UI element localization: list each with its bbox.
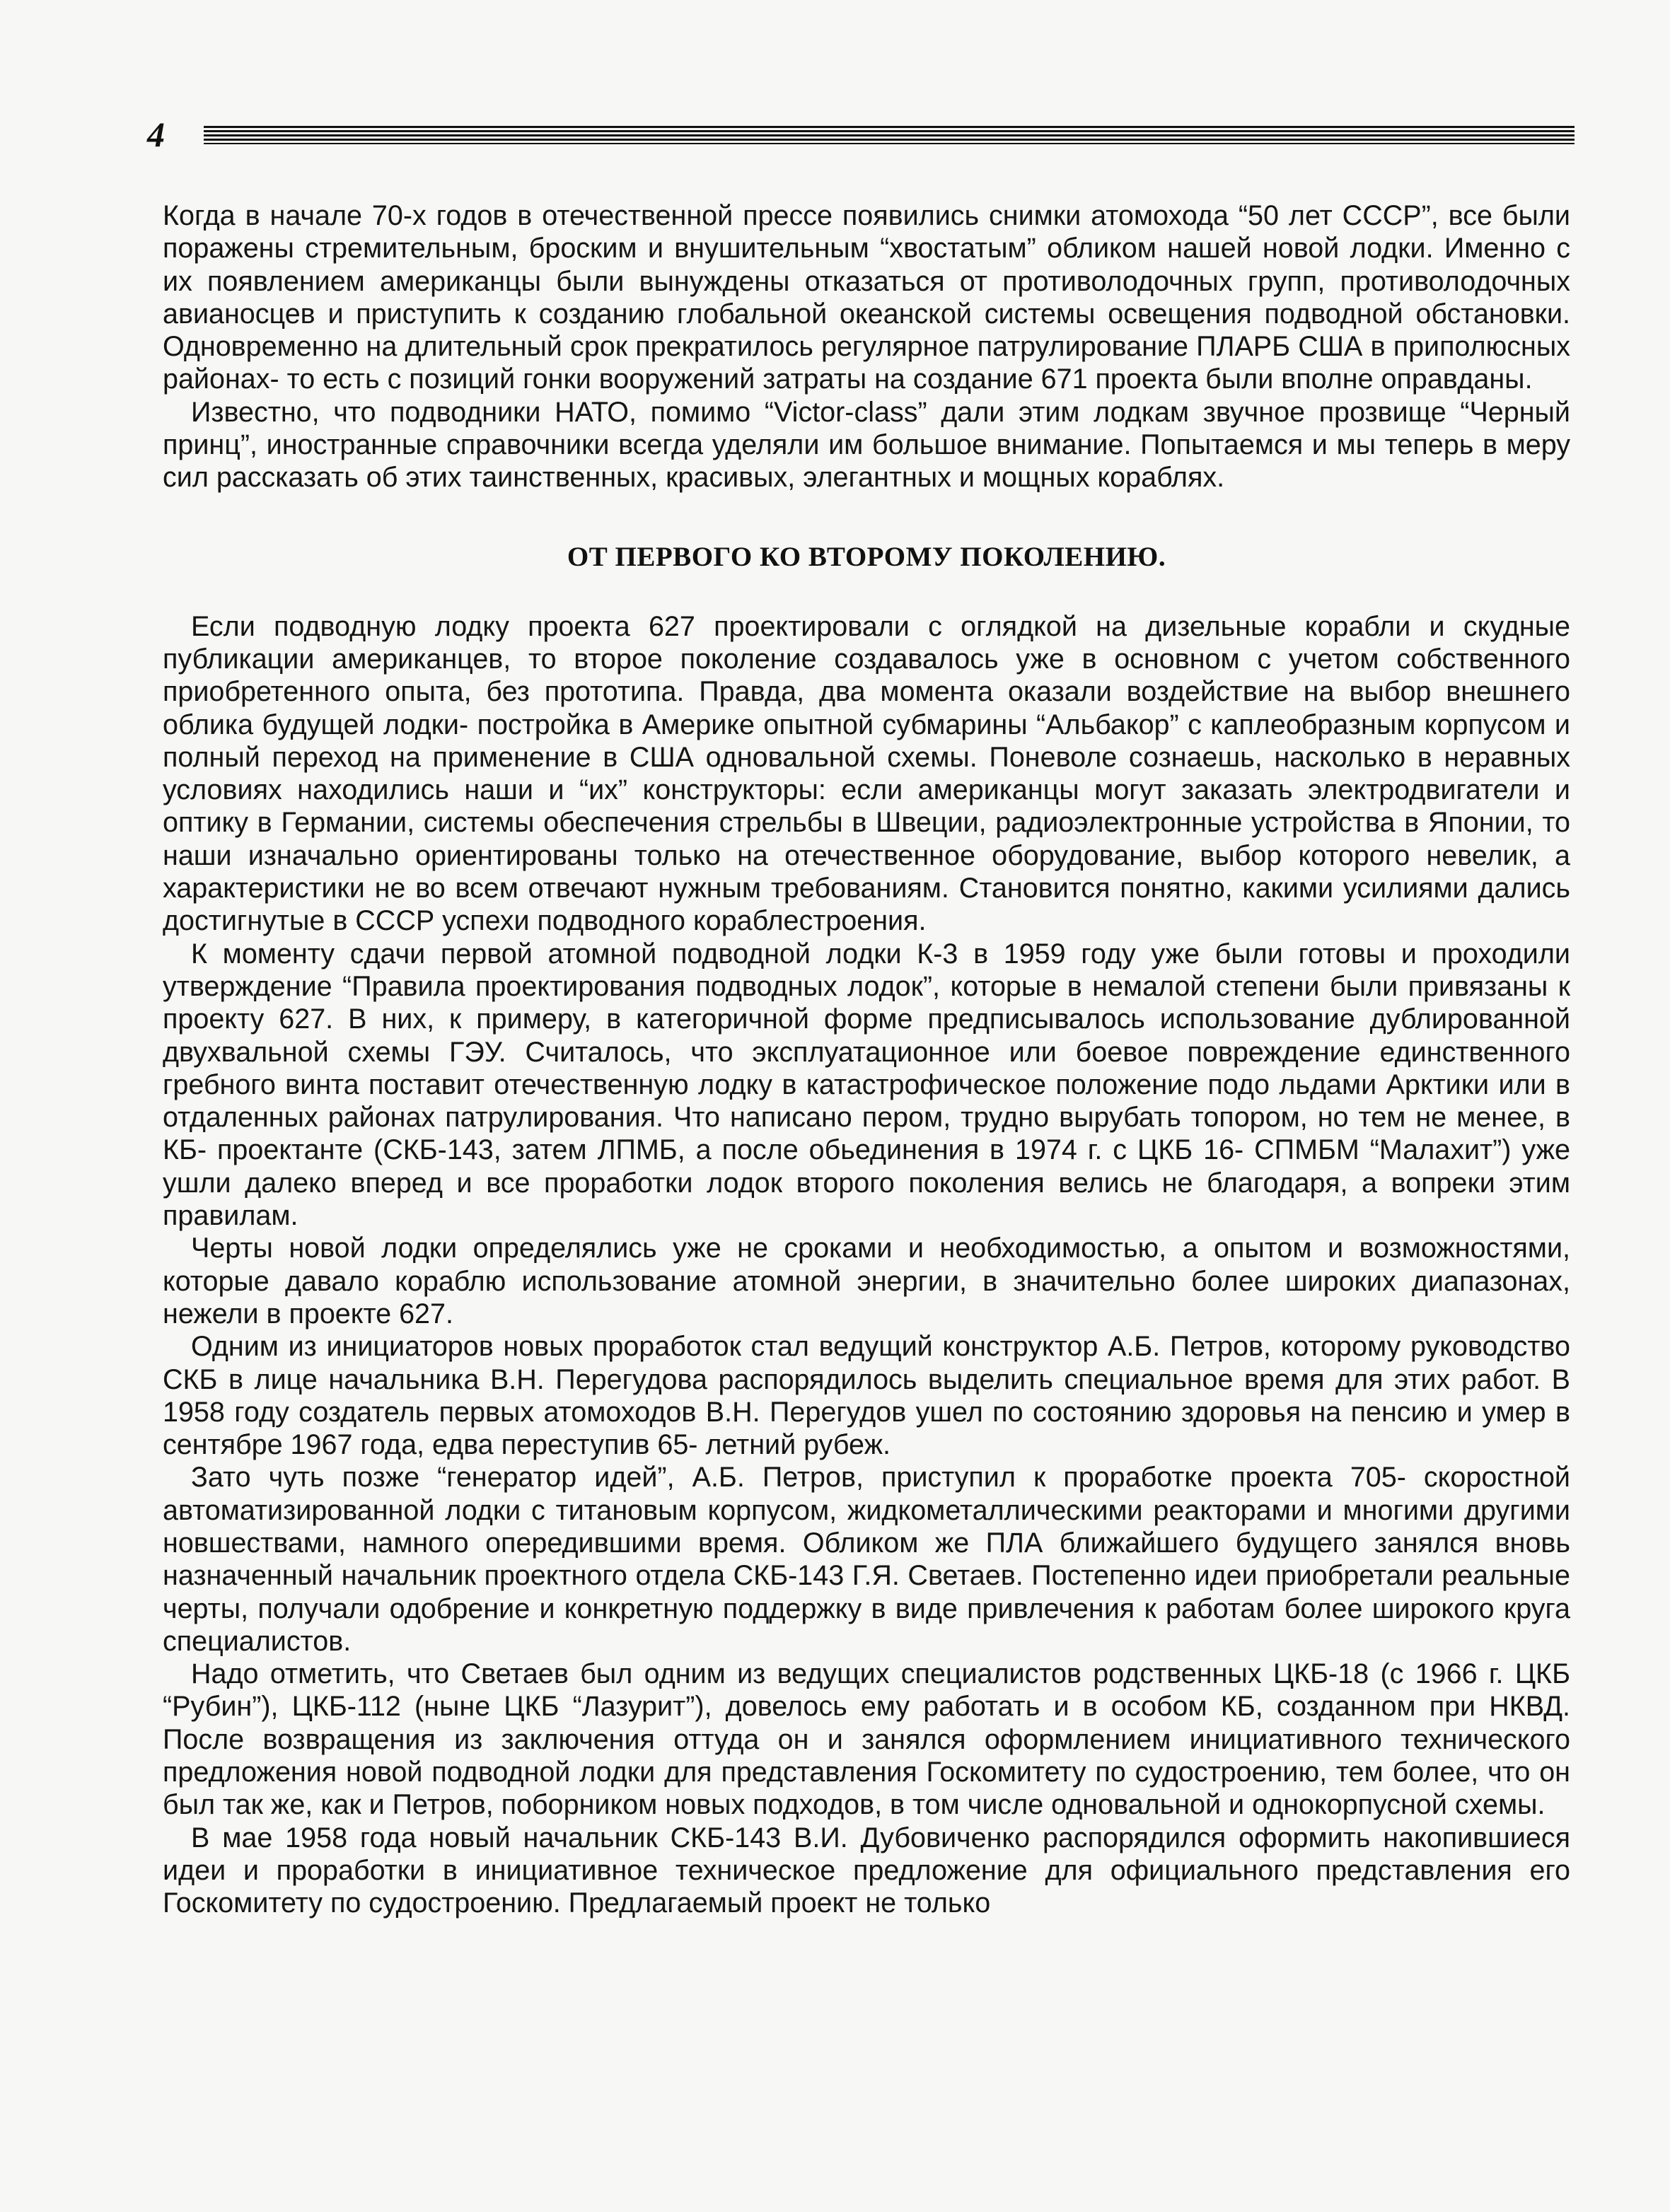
page-header [134, 113, 1575, 156]
intro-paragraph: Известно, что подводники НАТО, помимо “Victor-class” дали этим лодкам звучное прозвище “Черный принц”, иностранные справочники всегда уделяли им большое внимание. Попытаемся и мы теперь в меру сил рассказать об этих таинственных, красивых, элегантных и мощных кораблях. [163, 396, 1570, 494]
page-number: 4 [147, 115, 165, 154]
body-paragraph: Зато чуть позже “генератор идей”, А.Б. Петров, приступил к проработке проекта 705- скоростной автоматизированной лодки с титановым корпусом, жидкометаллическими реакторами и многими другими новшествами, намного опередившими время. Обликом же ПЛА ближайшего будущего занялся вновь назначенный начальник проектного отдела СКБ-143 Г.Я. Светаев. Постепенно идеи приобретали реальные черты, получали одобрение и конкретную поддержку в виде привлечения к работам более широкого круга специалистов. [163, 1462, 1570, 1657]
body-paragraph: Черты новой лодки определялись уже не сроками и необходимостью, а опытом и возможностями, которые давало кораблю использование атомной энергии, в значительно более широких диапазонах, нежели в проекте 627. [163, 1233, 1570, 1329]
body-paragraph: В мае 1958 года новый начальник СКБ-143 В.И. Дубовиченко распорядился оформить накопившиеся идеи и проработки в инициативное техническое предложение для официального представления его Госкомитету по судостроению. Предлагаемый проект не только [163, 1822, 1570, 1919]
header-rule [204, 126, 1575, 144]
body-paragraph: Одним из инициаторов новых проработок стал ведущий конструктор А.Б. Петров, которому руководство СКБ в лице начальника В.Н. Перегудова распорядилось выделить специальное время для этих работ. В 1958 году создатель первых атомоходов В.Н. Перегудов ушел по состоянию здоровья на пенсию и умер в сентябре 1967 года, едва переступив 65- летний рубеж. [163, 1331, 1570, 1461]
section-title: ОТ ПЕРВОГО КО ВТОРОМУ ПОКОЛЕНИЮ. [567, 541, 1166, 572]
body-paragraph: Надо отметить, что Светаев был одним из ведущих специалистов родственных ЦКБ-18 (с 1966 г. ЦКБ “Рубин”), ЦКБ-112 (ныне ЦКБ “Лазурит”), довелось ему работать и в особом КБ, созданном при НКВД. После возвращения из заключения оттуда он и занялся оформлением инициативного технического предложения новой подводной лодки для представления Госкомитету по судостроению, тем более, что он был так же, как и Петров, поборником новых подходов, в том числе одновальной и однокорпусной схемы. [163, 1658, 1570, 1821]
body-paragraph: Если подводную лодку проекта 627 проектировали с оглядкой на дизельные корабли и скудные публикации американцев, то второе поколение создавалось уже в основном с учетом собственного приобретенного опыта, без прототипа. Правда, два момента оказали воздействие на выбор внешнего облика будущей лодки- постройка в Америке опытной субмарины “Альбакор” с каплеобразным корпусом и полный переход на применение в США одновальной схемы. Поневоле сознаешь, насколько в неравных условиях находились наши и “их” конструкторы: если американцы могут заказать электродвигатели и оптику в Германии, системы обеспечения стрельбы в Швеции, радиоэлектронные устройства в Японии, то наши изначально ориентированы только на отечественное оборудование, выбор которого невелик, а характеристики не во всем отвечают нужным требованиям. Становится понятно, какими усилиями дались достигнутые в СССР успехи подводного кораблестроения. [163, 610, 1570, 937]
intro-paragraph: Когда в начале 70-х годов в отечественной прессе появились снимки атомохода “50 лет СССР”, все были поражены стремительным, броским и внушительным “хвостатым” обликом нашей новой лодки. Именно с их появлением американцы были вынуждены отказаться от противолодочных групп, противолодочных авианосцев и приступить к созданию глобальной океанской системы освещения подводной обстановки. Одновременно на длительный срок прекратилось регулярное патрулирование ПЛАРБ США в приполюсных районах- то есть с позиций гонки вооружений затраты на создание 671 проекта были вполне оправданы. [163, 200, 1570, 395]
article-body [163, 199, 1570, 1920]
body-paragraph: К моменту сдачи первой атомной подводной лодки К-3 в 1959 году уже были готовы и проходили утверждение “Правила проектирования подводных лодок”, которые в немалой степени были привязаны к проекту 627. В них, к примеру, в категоричной форме предписывалось использование дублированной двухвальной схемы ГЭУ. Считалось, что эксплуатационное или боевое повреждение единственного гребного винта поставит отечественную лодку в катастрофическое положение подо льдами Арктики или в отдаленных районах патрулирования. Что написано пером, трудно вырубать топором, но тем не менее, в КБ- проектанте (СКБ-143, затем ЛПМБ, а после обьединения в 1974 г. с ЦКБ 16- СПМБМ “Малахит”) уже ушли далеко вперед и все проработки лодок второго поколения велись не благодаря, а вопреки этим правилам. [163, 938, 1570, 1232]
